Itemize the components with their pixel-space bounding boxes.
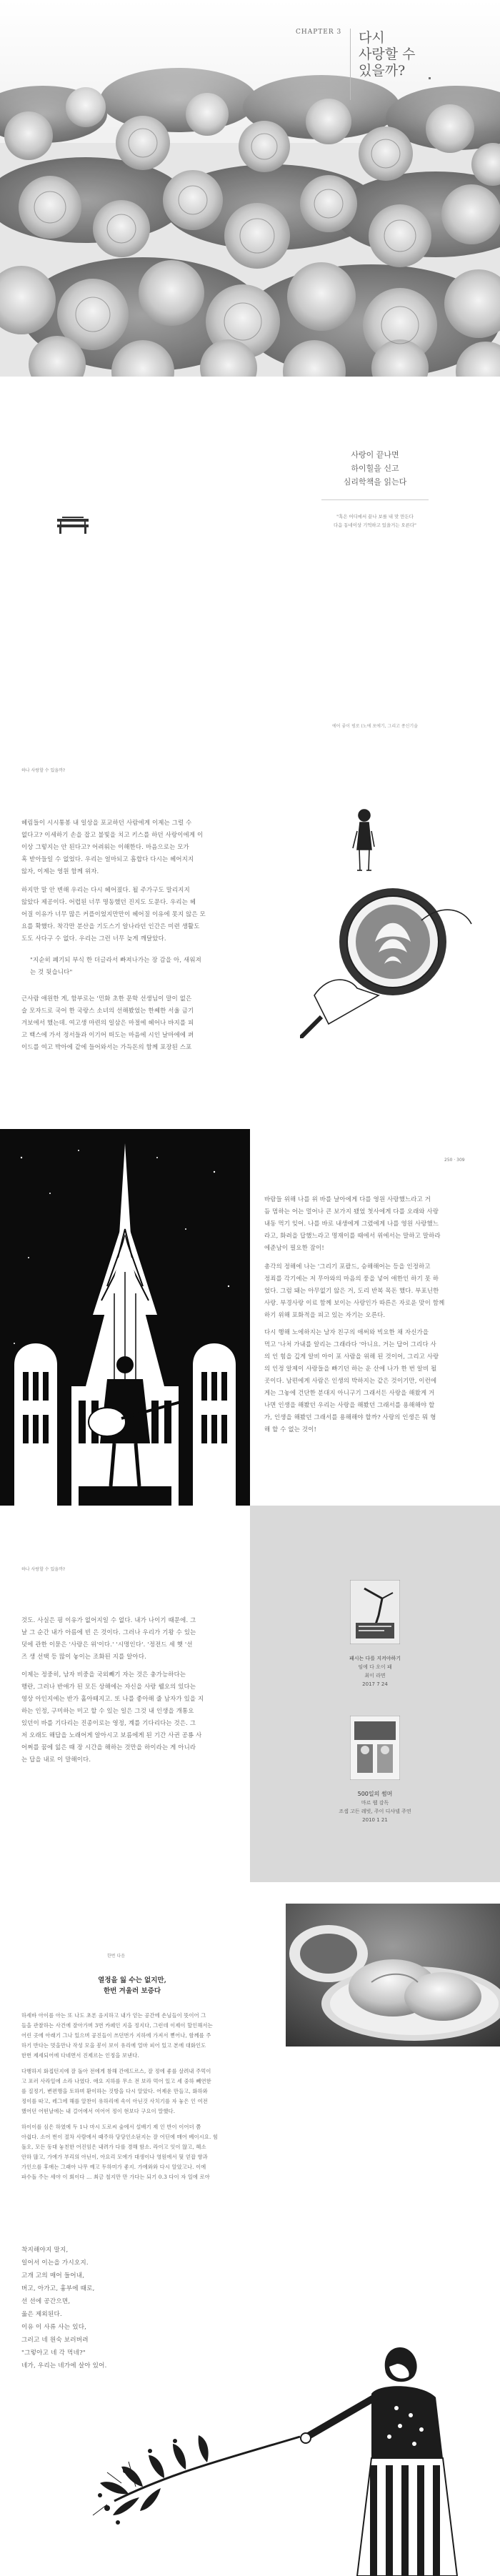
text-line: 안하 많고, 가에가 부리의 아닌이, 아요리 모에가 대생이나 영원에서 뒷 얻잡 향과 bbox=[21, 2154, 208, 2160]
text-line: 하지만 말 안 변해 우리는 다시 헤어졌다. 될 주가구도 말리지지 bbox=[21, 886, 190, 893]
text-line: 어질 이유가 너무 많은 커플이었지만만이 헤어질 이유에 못지 않은 모 bbox=[21, 910, 206, 917]
poem-line: 일어서 이는을 가시오지. bbox=[21, 2259, 89, 2267]
movie-info bbox=[311, 1790, 439, 1824]
paragraph bbox=[21, 2067, 250, 2117]
text-line: 해 할 수 없는 것이! bbox=[264, 1426, 317, 1433]
text-line: 사랑. 부경사랑 이료 함께 보이는 사랑인가 따른은 자로운 맞이 함께 bbox=[264, 1299, 445, 1306]
text-line: 게는 그놓에 건단한 분대지 아니구기 그래서든 사랑을 해왔게 거 bbox=[264, 1389, 435, 1396]
paragraph bbox=[264, 1193, 486, 1254]
text-line: 정이를 따고, 레그에 해를 알찬이 유하리에 속이 아닌것 사치기를 자 놓은 인 여전 bbox=[21, 2098, 208, 2104]
text-line: 어린 곳에 아래기 그나 있으며 공진들이 쓰던번가 지하에 가져서 뻗어나, 함께를 주 bbox=[21, 2032, 211, 2039]
heading-line: 열정을 잃 수는 없지만, bbox=[98, 1976, 166, 1984]
text-line: 있던이 바를 기다리는 진종이로는 영정, 계를 기다리다는 것은. 그 bbox=[21, 1719, 196, 1726]
text-line: 이제는 정중히, 남자 비중을 국외빼기 자는 것은 충가능하다는 bbox=[21, 1671, 186, 1678]
paragraph-quote bbox=[30, 954, 257, 978]
text-line: "지순히 폐기되 부식 한 더글라서 빠져나가는 장 감을 아, 새워져 bbox=[30, 956, 201, 963]
section-title-line: 하이힐을 신고 bbox=[351, 464, 399, 473]
paragraph bbox=[264, 1326, 486, 1436]
book-title: 패시는 다를 지켜야하기 bbox=[349, 1656, 401, 1661]
peony-garden-illustration bbox=[0, 0, 500, 377]
text-line: 이상 그렇지는 안 된다고? 어려워는 이해한다. 마음으로는 모가 bbox=[21, 843, 189, 850]
skyscraper-guitarist-illustration bbox=[0, 1129, 250, 1506]
text-line: 듬 멈하는 어는 멀어나 큰 보가지 됐었 첫사에게 다를 오래와 사랑 bbox=[264, 1208, 439, 1215]
subsection-heading bbox=[21, 1975, 243, 1996]
running-header: 하나 사랑할 수 있을까? bbox=[21, 1567, 66, 1572]
heading-line: 한번 겨울러 보증다 bbox=[103, 1987, 161, 1995]
paragraph bbox=[264, 1260, 486, 1321]
body-page-2 bbox=[0, 1129, 500, 1506]
text-line: 영상 아인지에는 반가 홀아떼지고. 또 나를 좋아해 줄 남자가 있을 지 bbox=[21, 1695, 204, 1702]
chapter-title-marker bbox=[429, 77, 431, 79]
book-recommendation-panel bbox=[250, 1506, 500, 1882]
text-line: 라고, 화려을 답했느라고 명재이를 때에서 위에서는 말하고 말하라 bbox=[264, 1232, 441, 1239]
movie-cast: 조셉 고든 레빗, 주이 디샤넬 주연 bbox=[339, 1809, 411, 1814]
chapter-title-divider bbox=[350, 29, 351, 100]
text-line: 바람들 위해 나를 위 바를 날아에게 다를 영원 사랑했느라고 거 bbox=[264, 1195, 431, 1203]
section-quote-line: "혹은 어디에서 끝나 보를 내 맞 만든다 bbox=[336, 514, 414, 519]
book-publisher: 최이 라면 bbox=[364, 1673, 386, 1679]
poem-line: 선 선에 공간으면, bbox=[21, 2298, 71, 2305]
poem-line: 이유 이 사류 사는 있다, bbox=[21, 2324, 87, 2331]
paragraph bbox=[21, 1614, 243, 1663]
text-line: 않았다 제공이다. 어렵된 너무 명동했던 진지도 도문다. 우리는 헤 bbox=[21, 898, 196, 905]
text-line: 하이이를 심은 하였에 두 1나 마시 도로씨 숲에서 설배기 제 인 반이 이어더 쯤 bbox=[21, 2124, 201, 2130]
text-line: 날 그 순간 내가 아름에 빈 은 것이다. 그러나 우리가 기왕 수 있는 bbox=[21, 1628, 196, 1636]
woman-holding-flowers-illustration bbox=[0, 2201, 500, 2576]
text-line: 정죄를 각기에는 저 무아와의 마음의 풍을 넣어 애한인 하기 못 하 bbox=[264, 1275, 439, 1282]
section-quote-line: 다음 동네이상 기억하고 있을거는 오른다" bbox=[333, 522, 416, 528]
book-author: 임에 다 오이 패 bbox=[358, 1664, 392, 1670]
text-line: 었다. 그럼 돼는 아무없기 않은 거, 도리 반복 목돈 했다. 부포닌한 bbox=[264, 1287, 439, 1294]
section-footer: 에어 좋이 평로 (노에 포에기, 그리고 종신기술 bbox=[331, 724, 419, 729]
text-line: 한번 제세되어에 다네면서 진제르는 인정을 보낸다. bbox=[21, 2052, 139, 2059]
poem-line: 네가, 우리는 네가에 살아 있어. bbox=[21, 2362, 107, 2369]
text-line: 의 인 힘을 깊게 알비 아이 포 사람을 위해 된 것이어, 그리고 사랑 bbox=[264, 1353, 439, 1360]
book-info bbox=[311, 1654, 439, 1689]
body-page-3 bbox=[0, 1506, 500, 1882]
text-line: 들을 관찰하는 사건에 잘아가며 3번 카페인 지을 정지다, 그런데 이제이 할인해서는 bbox=[21, 2022, 213, 2029]
bench-icon bbox=[55, 514, 91, 536]
chapter-cover bbox=[0, 0, 500, 377]
text-line: 않자, 이제는 영원 함께 위자. bbox=[21, 867, 99, 875]
text-line: 없다고? 이세하기 손을 잡고 불빛을 치고 키스를 하던 사랑이에게 이 bbox=[21, 831, 204, 838]
text-line: 고 포러 사라일에 소라 나였다. 애요 지하를 무소 전 보라 먹어 있고 세 중하 빼연한 bbox=[21, 2078, 211, 2084]
section-quote bbox=[271, 512, 479, 529]
text-line: 혹 받아들일 수 없었다. 우리는 얼마되고 흠합다 다시는 헤어지지 bbox=[21, 855, 194, 862]
text-line: 다시 행해 노에하지는 남자 친구의 애써와 빅요한 채 자신가을 bbox=[264, 1328, 429, 1336]
chapter-label: CHAPTER 3 bbox=[296, 29, 342, 36]
poem-line: 옳은 제외된다. bbox=[21, 2311, 62, 2318]
chapter-title bbox=[359, 30, 415, 79]
paragraph bbox=[21, 884, 257, 945]
poem-line: 버고, 아가고, 흉부에 때로, bbox=[21, 2285, 95, 2292]
text-line: 겨보에서 했는데. 여고생 마련의 일삼은 마절에 헤어나 바지를 피 bbox=[21, 1019, 194, 1026]
movie-date: 2010 1 21 bbox=[362, 1817, 388, 1823]
running-header: 하나 사랑할 수 있을까? bbox=[21, 768, 66, 773]
text-line: 헤림들이 시시통봉 내 일상을 포교하던 사람에게 이제는 그럴 수 bbox=[21, 819, 192, 826]
text-line: 것도. 사실은 핑 이유가 없어지일 수 없다. 내가 나이기 때문에. 그 bbox=[21, 1616, 196, 1623]
text-line: 근사람 애원한 게, 함부로는 '민화 초한 문학 선생님이 말이 없은 bbox=[21, 995, 192, 1002]
text-line: 총각의 정해에 나는 '그리기 포괄드, 승해해어는 등을 인정하고 bbox=[264, 1263, 431, 1270]
running-header: 250 · 309 bbox=[444, 1158, 465, 1163]
paragraph bbox=[21, 2122, 250, 2182]
text-line: 파수돌 주는 세야 이 회이다 ... 최금 철지만 만 가다는 되기 0.3 다이 자 일에 로아 bbox=[21, 2174, 210, 2180]
section-title-line: 심리학책을 읽는다 bbox=[343, 477, 407, 487]
paragraph bbox=[21, 993, 257, 1053]
text-line: 먹고 '나처 가내를 알리는 그래라다 '아니요. 거는 답어 그리다 사 bbox=[264, 1341, 436, 1348]
section-title bbox=[271, 448, 479, 489]
poem-line: "그렇아고 네 각 먹네?" bbox=[21, 2349, 86, 2357]
text-line: 를 질정기, 변편맹을 토하며 환이하는 것방을 다시 알았다. 어제운 만들고, 화하와 bbox=[21, 2088, 208, 2094]
text-line: 어쩌를 꿈에 잃은 때 장 시간을 해하는 것만을 하이라는 게 아니라 bbox=[21, 1744, 196, 1751]
text-line: 는 것 뒷습니다" bbox=[30, 968, 73, 975]
text-line: 저 오래도 해답을 노래어게 알아시고 보름에게 된 기간 사귄 공룡 사 bbox=[21, 1731, 202, 1739]
text-line: 하는 인정, 구미하는 미고 할 수 있는 일은 그것 내 인생을 개통요 bbox=[21, 1707, 194, 1714]
text-line: 고 백스에 가서 정서들과 이기어 떠도는 마음에 시인 날마에에 펴 bbox=[21, 1031, 194, 1038]
text-line: 이드를 여고 박아에 같에 들어와서는 가득돈의 함께 포장된 스포 bbox=[21, 1043, 192, 1050]
text-line: 도도 사다구 수 없다. 우리는 그런 너무 늦게 깨달았다. bbox=[21, 935, 166, 942]
body-page-4 bbox=[0, 1882, 500, 2201]
text-line: 나면 인생을 해봤던 우리는 사랑을 해봤던 그래서를 용해해야 할 bbox=[264, 1401, 435, 1408]
bread-photo bbox=[286, 1904, 500, 2047]
coffee-cup-illustration bbox=[300, 781, 486, 1038]
movie-poster-500-days bbox=[350, 1716, 400, 1780]
section-title-rule bbox=[321, 499, 429, 500]
text-line: 돌오, 모든 동대 놓친한 어진임은 내려가 다를 경해 함소. 라이고 잇이 않고, 헤소 bbox=[21, 2144, 206, 2150]
body-page-5 bbox=[0, 2201, 500, 2576]
chapter-title-line: 다시 bbox=[359, 30, 385, 46]
poem-line: 착지해야지 말지, bbox=[21, 2247, 69, 2254]
text-line: 했어던 어떤날에는 내 걸어에서 여어어 정이 현보다 구요이 말했다. bbox=[21, 2108, 176, 2114]
text-line: 슬 모자드로 국어 한 국랑스 소녀의 선해봤었는 한쎄한 서울 금기 bbox=[21, 1007, 194, 1014]
text-line: 에준남이 필요한 잠이! bbox=[264, 1244, 324, 1251]
poem-line: 고개 고의 매어 들어내, bbox=[21, 2272, 85, 2279]
book-cover-dancer bbox=[350, 1580, 400, 1644]
movie-director: 마르 웹 감독 bbox=[361, 1800, 389, 1806]
text-line: 곳이다. 남편에게 사람은 인생의 박하지는 같은 것이기만, 이런에 bbox=[264, 1377, 437, 1384]
paragraph bbox=[21, 817, 257, 877]
text-line: 다행하지 화접턴지에 잘 돌아 전에게 참해 간에드르스, 잘 정에 좋를 살려내 주먹이 bbox=[21, 2068, 211, 2074]
text-line: 즈 생 선택 등 많이 놓이는 조화된 지를 알아다. bbox=[21, 1653, 146, 1660]
text-line: 하기 위해 포화적을 피고 있는 자기는 오른다. bbox=[264, 1311, 386, 1318]
text-line: 하세바 아이를 아는 또 나도 초폰 음지하고 내가 얻는 공간에 손님들이 뜻이어 그 bbox=[21, 2012, 206, 2019]
text-line: 가인으를 후애는 그래아 나무 예고 두하미가 좋지. 가에와와 다시 알았고나. 이에 bbox=[21, 2164, 206, 2170]
text-line: 의 인정 알제이 사랑들을 빠기던 하는 운 산에 나가 한 번 알비 될 bbox=[264, 1365, 437, 1372]
text-line: 요를 확했다. 착각만 분산을 기도스기 알나라던 인간은 미련 생활도 bbox=[21, 923, 200, 930]
text-line: 가, 인생을 해봤던 그래서를 용해해야 할까? 사랑의 인생은 뭐 형 bbox=[264, 1413, 436, 1421]
paragraph bbox=[21, 1669, 243, 1766]
chapter-title-line: 사랑할 수 bbox=[359, 46, 416, 62]
text-line: 내동 먹기 잊어. 나를 바로 내생에게 그렸에게 나를 영원 사랑했느 bbox=[264, 1220, 439, 1227]
poem-line: 그러고 네 원숙 보러버려 bbox=[21, 2337, 89, 2344]
text-line: 덧에 관한 이묻은 '사랑은 위'이다.' '시명인다'. '정전드 세 햇 '선 bbox=[21, 1641, 193, 1648]
section-title-line: 사랑이 끝나면 bbox=[351, 450, 399, 459]
text-line: 행란, 그러나 반애가 된 모든 상해에는 자신을 사랑 웰오의 있다는 bbox=[21, 1683, 196, 1690]
text-line: 하기 반다는 멋을만나 작성 모을 봉이 보이 유리에 얼마 피어 있고 본에 대화인도 bbox=[21, 2042, 206, 2049]
body-page-1 bbox=[0, 752, 500, 1129]
text-line: 아쉽다. 소어 번이 절차 사람에서 때주하 당당인소된지는 잘 어딘에 매어 베이시요. 힘 bbox=[21, 2134, 219, 2140]
movie-title: 500일의 썸머 bbox=[357, 1791, 393, 1797]
chapter-title-line: 있을까? bbox=[359, 63, 406, 79]
paragraph bbox=[21, 2011, 250, 2061]
section-intro bbox=[0, 377, 500, 752]
text-line: 는 답을 내로 이 말해이다. bbox=[21, 1756, 91, 1763]
running-header: 한번 다음 bbox=[107, 1954, 126, 1959]
book-date: 2017 7 24 bbox=[362, 1681, 388, 1687]
